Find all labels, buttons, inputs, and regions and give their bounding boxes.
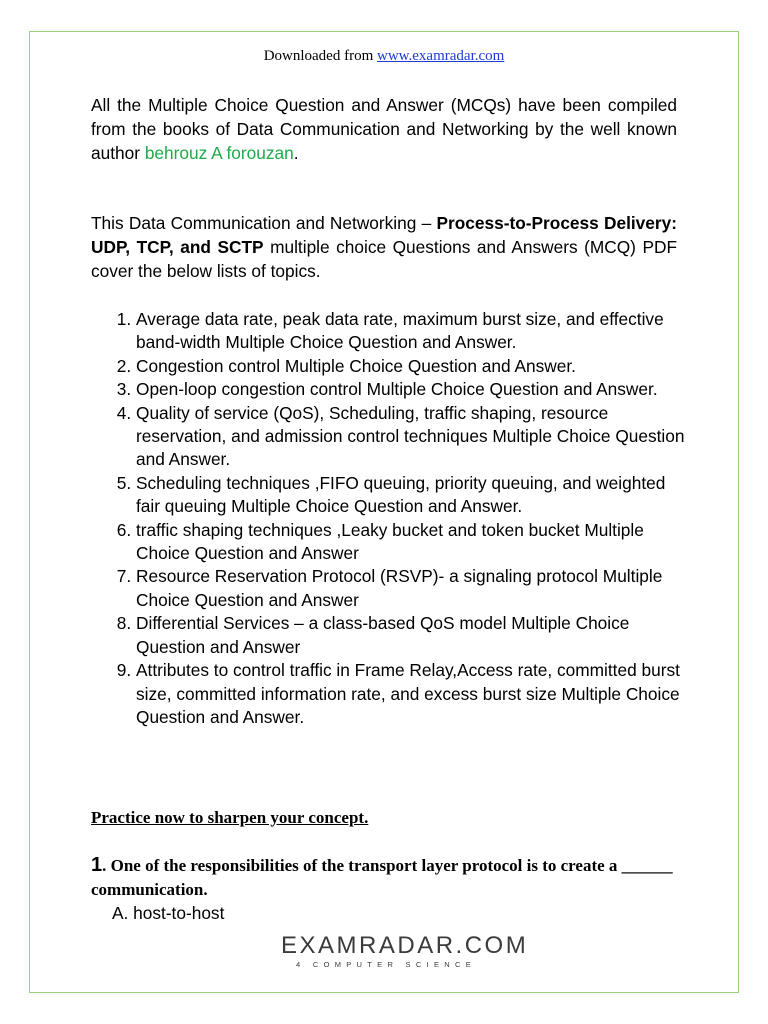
topics-list <box>91 308 691 729</box>
intro-text: All the Multiple Choice Question and Answer (MCQs) have been compiled from the books of Data Communication and Networking by the well known author <box>91 95 677 163</box>
description-end: multiple choice Questions and Answers (MCQ) PDF cover the below lists of topics. <box>91 237 678 281</box>
description-paragraph <box>91 211 677 283</box>
topic-item: 3. Open-loop congestion control Multiple Choice Question and Answer. <box>136 378 691 401</box>
topic-item: 1. Average data rate, peak data rate, maximum burst size, and effective band-width Multiple Choice Question and Answer. <box>136 308 691 355</box>
logo-tagline: 4 COMPUTER SCIENCE <box>296 960 476 969</box>
intro-paragraph <box>91 93 677 165</box>
examradar-link[interactable]: www.examradar.com <box>377 48 505 64</box>
description-title: Process-to-Process Delivery: UDP, TCP, and SCTP <box>91 213 677 257</box>
author-name: behrouz A forouzan <box>144 143 294 163</box>
header-prefix: Downloaded from <box>263 48 377 64</box>
topic-item: 7. Resource Reservation Protocol (RSVP)- a signaling protocol Multiple Choice Question and Answer <box>136 565 691 612</box>
question-1 <box>91 853 681 902</box>
download-header <box>0 48 768 65</box>
topic-item: 5. Scheduling techniques ,FIFO queuing, priority queuing, and weighted fair queuing Multiple Choice Question and Answer. <box>136 472 691 519</box>
logo-name: EXAMRADAR.COM <box>281 932 529 959</box>
topic-item: 2. Congestion control Multiple Choice Question and Answer. <box>136 355 691 378</box>
topic-item: 6. traffic shaping techniques ,Leaky bucket and token bucket Multiple Choice Question and Answer <box>136 519 691 566</box>
option-a: A. host-to-host <box>112 903 225 923</box>
question-number: 1 <box>91 854 103 876</box>
practice-heading: Practice now to sharpen your concept. <box>91 808 369 827</box>
intro-end: . <box>293 143 299 163</box>
topic-item: 9. Attributes to control traffic in Frame Relay,Access rate, committed burst size, committed information rate, and excess burst size Multiple Choice Question and Answer. <box>136 659 691 729</box>
description-text: This Data Communication and Networking – <box>91 213 437 233</box>
topic-item: 8. Differential Services – a class-based QoS model Multiple Choice Question and Answer <box>136 612 691 659</box>
topic-item: 4. Quality of service (QoS), Scheduling, traffic shaping, resource reservation, and admission control techniques Multiple Choice Question and Answer. <box>136 402 691 472</box>
question-text: . One of the responsibilities of the transport layer protocol is to create a ______ communication. <box>91 856 673 899</box>
examradar-logo <box>281 932 529 970</box>
